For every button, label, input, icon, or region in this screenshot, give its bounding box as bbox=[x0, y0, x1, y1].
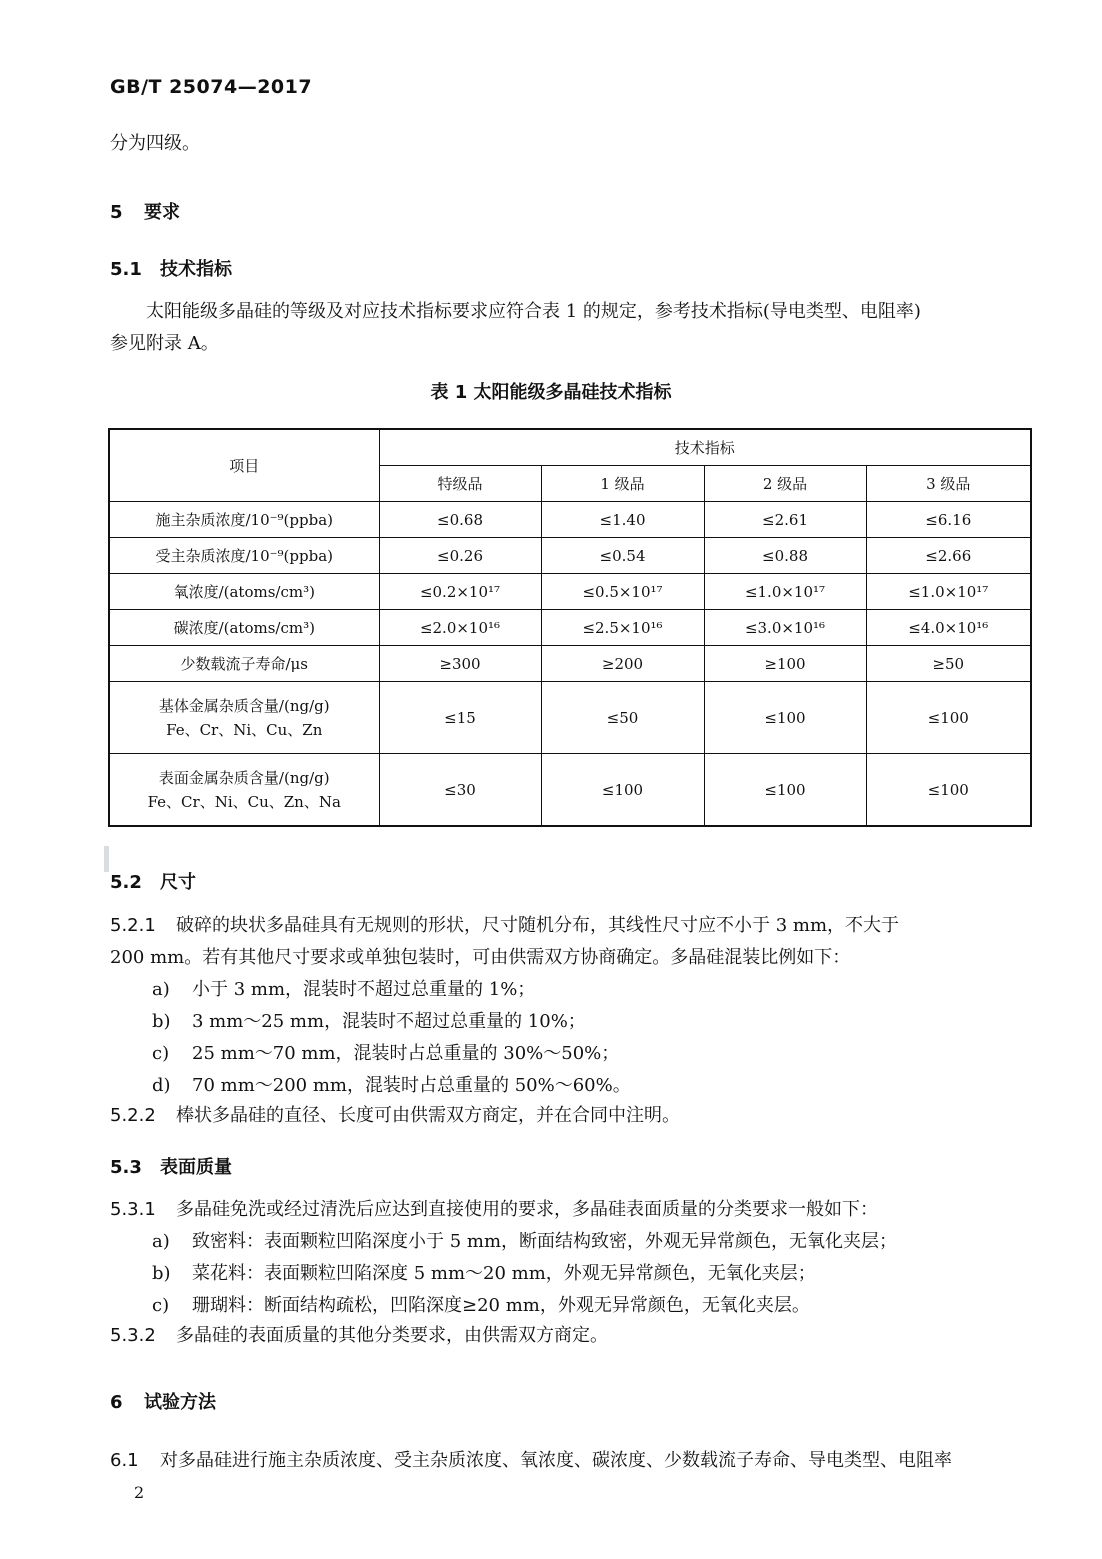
list-marker: c) bbox=[152, 1043, 170, 1064]
table-row bbox=[109, 646, 1031, 682]
row-value: ≤2.61 bbox=[704, 502, 866, 538]
row-item bbox=[109, 682, 379, 754]
table-row bbox=[109, 610, 1031, 646]
row-value: ≤100 bbox=[541, 754, 704, 827]
list-marker: d) bbox=[152, 1075, 171, 1096]
list-marker: a) bbox=[152, 979, 170, 1000]
section-5-2-heading bbox=[110, 868, 196, 894]
row-value: ≤2.0×10¹⁶ bbox=[379, 610, 541, 646]
clause-text: 多晶硅的表面质量的其他分类要求，由供需双方商定。 bbox=[176, 1325, 608, 1346]
paragraph-5-1-line1: 太阳能级多晶硅的等级及对应技术指标要求应符合表 1 的规定，参考技术指标(导电类型、电阻率) bbox=[146, 301, 921, 322]
clause-5-2-2 bbox=[110, 1100, 680, 1132]
paragraph-5-1-line2: 参见附录 A。 bbox=[110, 333, 219, 354]
clause-number: 5.2.2 bbox=[110, 1105, 156, 1126]
row-value: ≤0.88 bbox=[704, 538, 866, 574]
list-text: 3 mm～25 mm，混装时不超过总重量的 10%； bbox=[192, 1011, 586, 1032]
clause-text: 对多晶硅进行施主杂质浓度、受主杂质浓度、氧浓度、碳浓度、少数载流子寿命、导电类型、电阻率 bbox=[160, 1450, 952, 1471]
section-title: 表面质量 bbox=[160, 1157, 232, 1178]
row-value: ≤100 bbox=[704, 682, 866, 754]
row-value: ≥300 bbox=[379, 646, 541, 682]
row-value: ≤50 bbox=[541, 682, 704, 754]
list-text: 菜花料：表面颗粒凹陷深度 5 mm～20 mm，外观无异常颜色，无氧化夹层； bbox=[192, 1263, 816, 1284]
row-value: ≤100 bbox=[866, 754, 1031, 827]
list-text: 珊瑚料：断面结构疏松，凹陷深度≥20 mm，外观无异常颜色，无氧化夹层。 bbox=[192, 1295, 810, 1316]
row-item: 少数载流子寿命/μs bbox=[109, 646, 379, 682]
section-number: 5.2 bbox=[110, 872, 142, 893]
clause-5-2-1-line2: 200 mm。若有其他尺寸要求或单独包装时，可由供需双方协商确定。多晶硅混装比例如下： bbox=[110, 947, 851, 968]
section-5-3-heading bbox=[110, 1153, 232, 1179]
row-item: 施主杂质浓度/10⁻⁹(ppba) bbox=[109, 502, 379, 538]
row-value: ≤6.16 bbox=[866, 502, 1031, 538]
row-value: ≤100 bbox=[866, 682, 1031, 754]
header-item: 项目 bbox=[109, 429, 379, 502]
table-header-row bbox=[109, 429, 1031, 466]
row-value: ≤1.40 bbox=[541, 502, 704, 538]
row-item: 碳浓度/(atoms/cm³) bbox=[109, 610, 379, 646]
list-item bbox=[152, 1290, 810, 1322]
row-value: ≤2.66 bbox=[866, 538, 1031, 574]
section-number: 5.3 bbox=[110, 1157, 142, 1178]
grade-header: 特级品 bbox=[379, 466, 541, 502]
section-number: 5 bbox=[110, 202, 123, 223]
row-item bbox=[109, 754, 379, 827]
header-group: 技术指标 bbox=[379, 429, 1031, 466]
row-value: ≤0.2×10¹⁷ bbox=[379, 574, 541, 610]
clause-text: 破碎的块状多晶硅具有无规则的形状，尺寸随机分布，其线性尺寸应不小于 3 mm，不大于 bbox=[176, 915, 900, 936]
section-title: 技术指标 bbox=[160, 259, 232, 280]
list-item bbox=[152, 1258, 816, 1290]
row-value: ≤30 bbox=[379, 754, 541, 827]
page-number: 2 bbox=[134, 1483, 145, 1502]
row-value: ≤0.68 bbox=[379, 502, 541, 538]
standard-number: GB/T 25074—2017 bbox=[110, 76, 313, 98]
row-value: ≤3.0×10¹⁶ bbox=[704, 610, 866, 646]
section-5-1-heading bbox=[110, 255, 232, 281]
row-item-line2: Fe、Cr、Ni、Cu、Zn bbox=[166, 720, 323, 739]
clause-text: 多晶硅免洗或经过清洗后应达到直接使用的要求，多晶硅表面质量的分类要求一般如下： bbox=[176, 1199, 878, 1220]
row-value: ≥50 bbox=[866, 646, 1031, 682]
table-row bbox=[109, 502, 1031, 538]
section-number: 6 bbox=[110, 1392, 123, 1413]
table-row bbox=[109, 754, 1031, 827]
clause-5-3-2 bbox=[110, 1320, 608, 1352]
list-text: 70 mm～200 mm，混装时占总重量的 50%～60%。 bbox=[192, 1075, 631, 1096]
row-value: ≥100 bbox=[704, 646, 866, 682]
list-item bbox=[152, 1006, 586, 1038]
row-value: ≤1.0×10¹⁷ bbox=[704, 574, 866, 610]
section-number: 5.1 bbox=[110, 259, 142, 280]
clause-number: 5.2.1 bbox=[110, 915, 156, 936]
clause-6-1 bbox=[110, 1445, 952, 1477]
section-5-heading bbox=[110, 198, 180, 224]
row-value: ≤2.5×10¹⁶ bbox=[541, 610, 704, 646]
table-row bbox=[109, 538, 1031, 574]
grade-header: 1 级品 bbox=[541, 466, 704, 502]
list-item bbox=[152, 1226, 897, 1258]
list-text: 小于 3 mm，混装时不超过总重量的 1%； bbox=[192, 979, 536, 1000]
row-value: ≤15 bbox=[379, 682, 541, 754]
section-6-heading bbox=[110, 1388, 216, 1414]
grade-header: 3 级品 bbox=[866, 466, 1031, 502]
clause-5-2-1-line1 bbox=[110, 910, 899, 942]
row-item-line1: 表面金属杂质含量/(ng/g) bbox=[158, 768, 330, 787]
spec-table bbox=[108, 428, 1032, 827]
section-title: 试验方法 bbox=[144, 1392, 216, 1413]
row-value: ≤0.26 bbox=[379, 538, 541, 574]
list-item bbox=[152, 1070, 631, 1102]
clause-5-3-1 bbox=[110, 1194, 878, 1226]
list-marker: b) bbox=[152, 1011, 171, 1032]
row-item: 受主杂质浓度/10⁻⁹(ppba) bbox=[109, 538, 379, 574]
scan-mark bbox=[104, 846, 109, 872]
list-marker: a) bbox=[152, 1231, 170, 1252]
row-item-line1: 基体金属杂质含量/(ng/g) bbox=[158, 696, 330, 715]
row-value: ≤100 bbox=[704, 754, 866, 827]
table-row bbox=[109, 682, 1031, 754]
row-value: ≤0.5×10¹⁷ bbox=[541, 574, 704, 610]
list-text: 致密料：表面颗粒凹陷深度小于 5 mm，断面结构致密，外观无异常颜色，无氧化夹层； bbox=[192, 1231, 898, 1252]
table-caption: 表 1 太阳能级多晶硅技术指标 bbox=[430, 382, 672, 403]
grade-header: 2 级品 bbox=[704, 466, 866, 502]
clause-number: 6.1 bbox=[110, 1450, 139, 1471]
row-value: ≥200 bbox=[541, 646, 704, 682]
row-item: 氧浓度/(atoms/cm³) bbox=[109, 574, 379, 610]
row-item-line2: Fe、Cr、Ni、Cu、Zn、Na bbox=[147, 792, 341, 811]
row-value: ≤1.0×10¹⁷ bbox=[866, 574, 1031, 610]
list-item bbox=[152, 974, 535, 1006]
clause-number: 5.3.2 bbox=[110, 1325, 156, 1346]
section-title: 尺寸 bbox=[160, 872, 196, 893]
list-marker: b) bbox=[152, 1263, 171, 1284]
clause-number: 5.3.1 bbox=[110, 1199, 156, 1220]
paragraph-intro: 分为四级。 bbox=[110, 133, 200, 154]
row-value: ≤4.0×10¹⁶ bbox=[866, 610, 1031, 646]
table-row bbox=[109, 574, 1031, 610]
row-value: ≤0.54 bbox=[541, 538, 704, 574]
list-marker: c) bbox=[152, 1295, 170, 1316]
clause-text: 棒状多晶硅的直径、长度可由供需双方商定，并在合同中注明。 bbox=[176, 1105, 680, 1126]
section-title: 要求 bbox=[144, 202, 180, 223]
list-item bbox=[152, 1038, 619, 1070]
list-text: 25 mm～70 mm，混装时占总重量的 30%～50%； bbox=[192, 1043, 620, 1064]
